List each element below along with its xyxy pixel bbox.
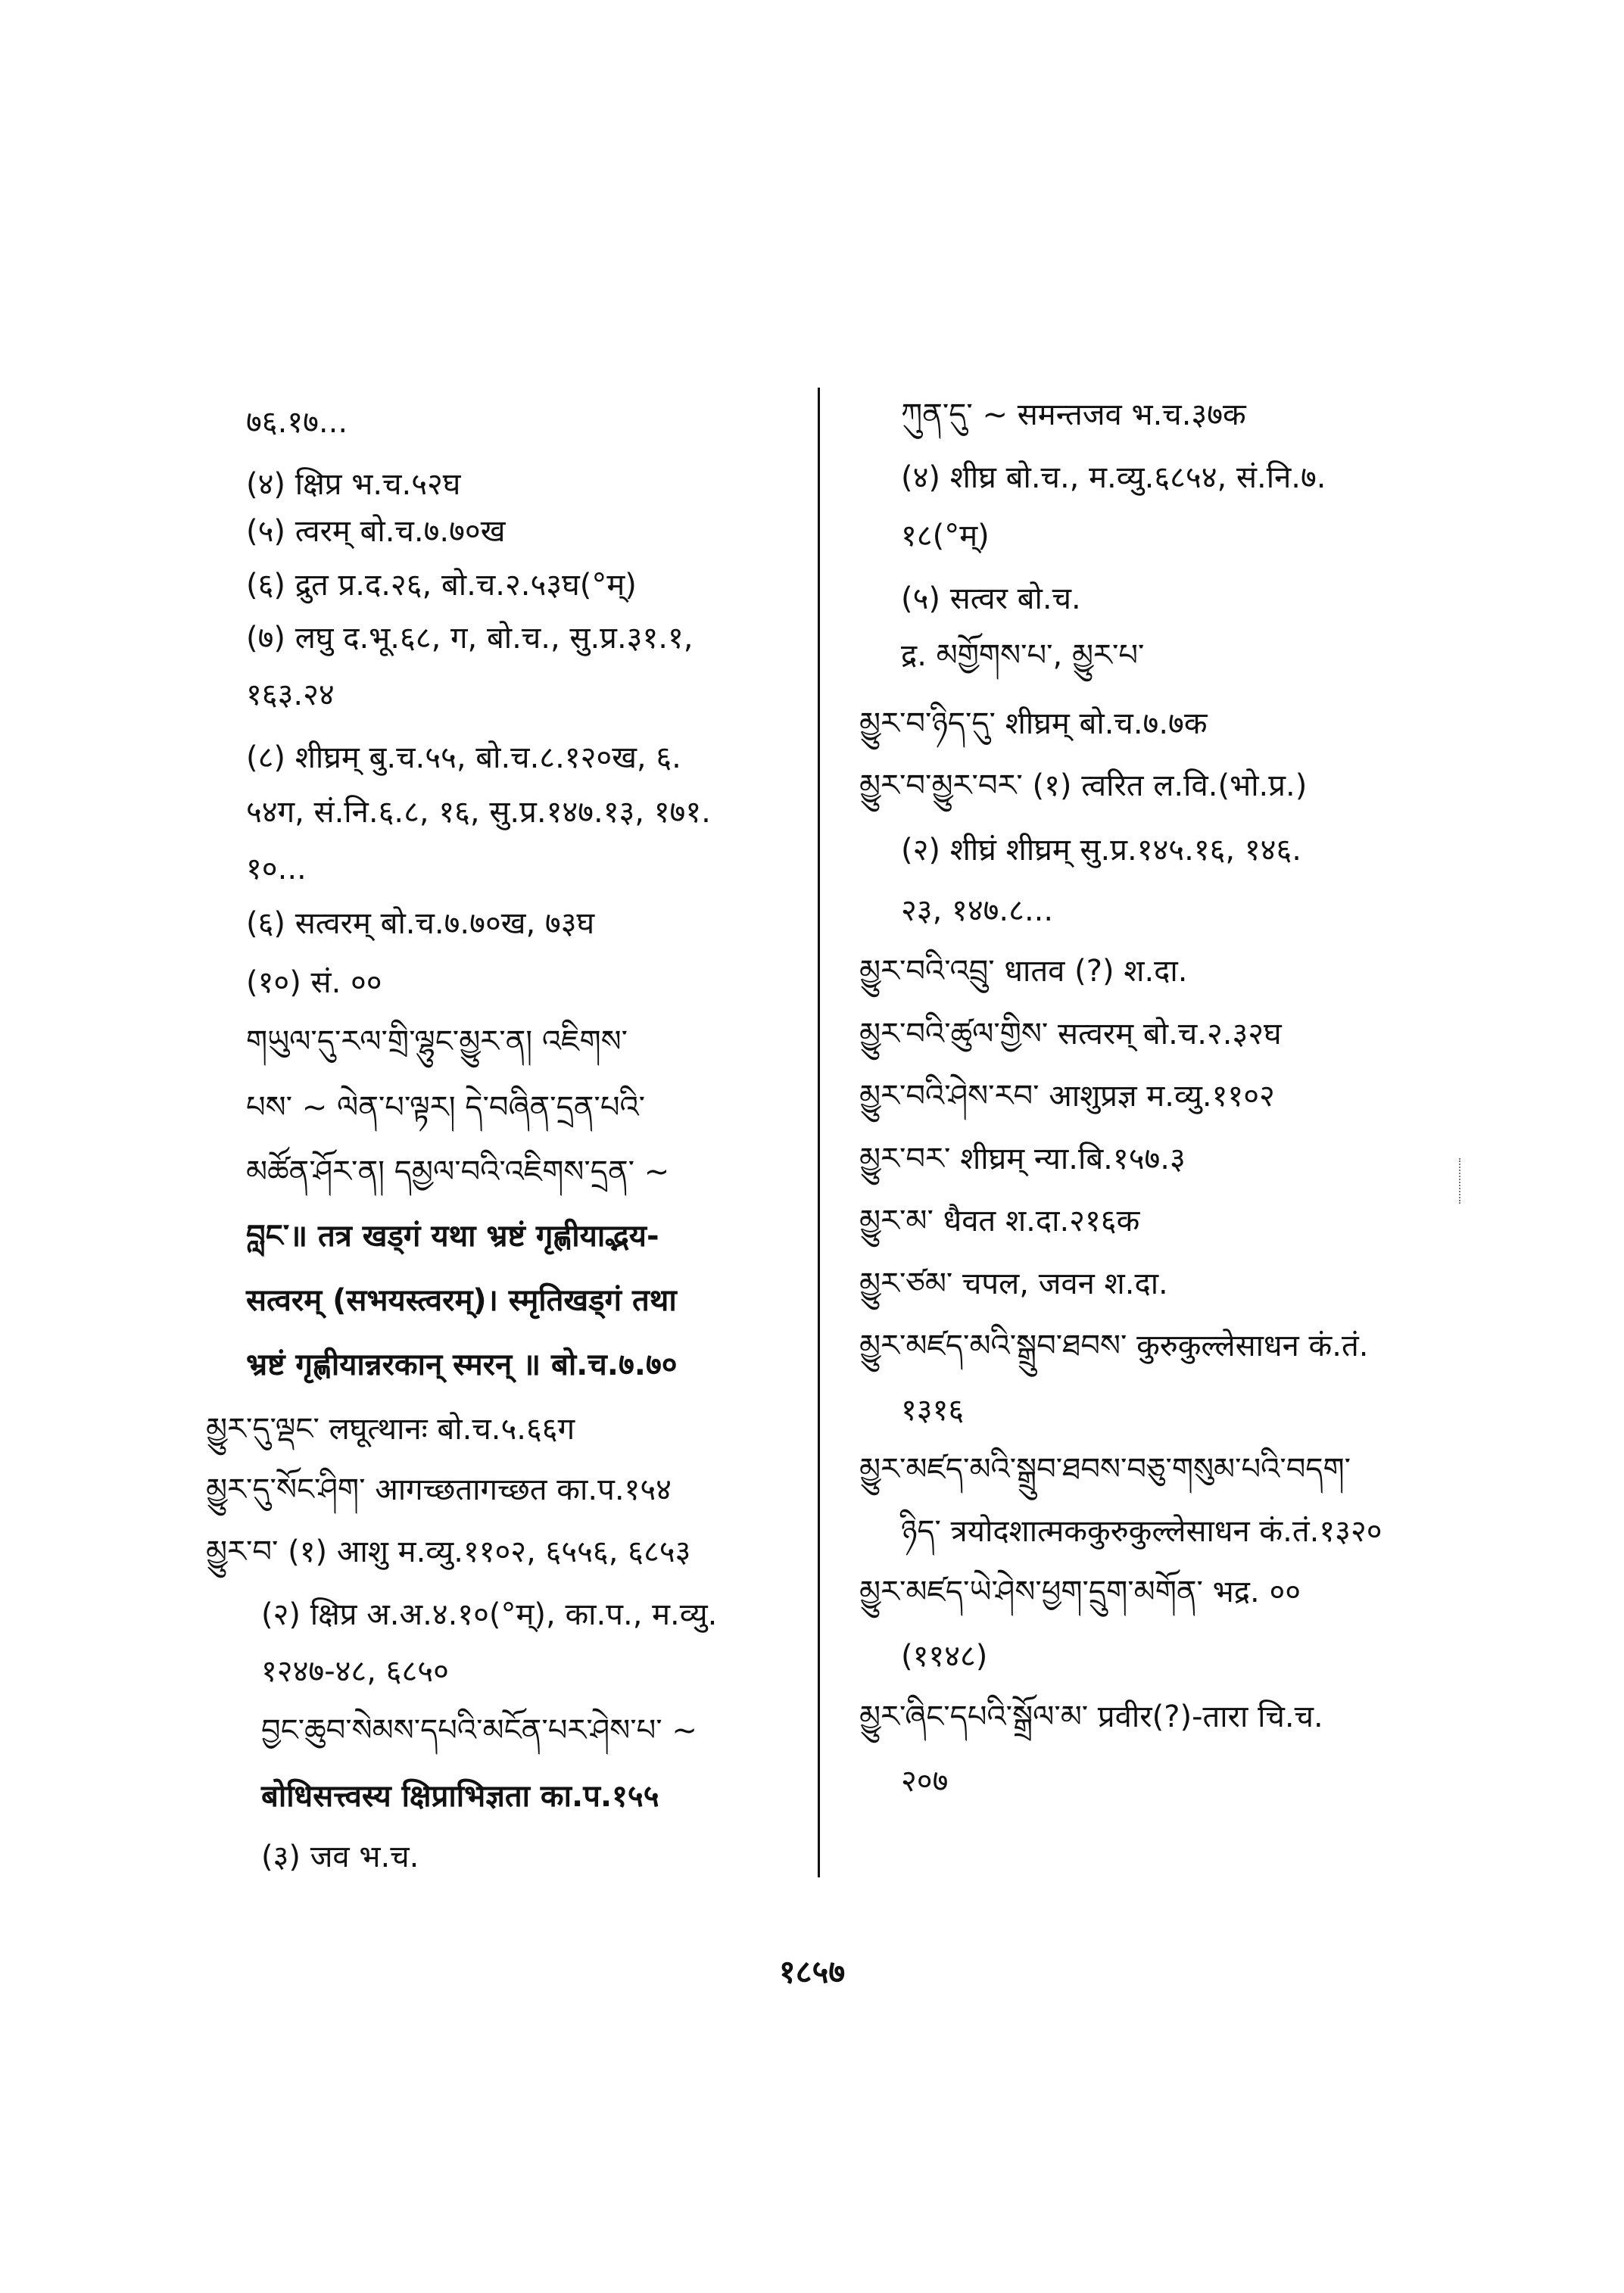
right-column-line: མྱུར་མཛད་ཡེ་ཤེས་ཕྱག་དྲུག་མགོན་ भद्र. ००: [859, 1575, 1301, 1609]
right-column-line: (२) शीघ्रं शीघ्रम् सु.प्र.१४५.१६, १४६.: [901, 833, 1301, 868]
right-column-line: མྱུར་བའི་ཤེས་རབ་ आशुप्रज्ञ म.व्यु.११०२: [859, 1079, 1275, 1114]
right-column-line: २०७: [901, 1764, 949, 1799]
left-column-line: (३) जव भ.च.: [261, 1840, 419, 1874]
left-column-line: པས་ ~ ལེན་པ་ལྟར། དེ་བཞིན་དྲན་པའི་: [246, 1090, 646, 1125]
right-column-line: १३१६: [901, 1393, 965, 1428]
right-column-line: (११४८): [901, 1639, 988, 1674]
left-column-line: མྱུར་དུ་ལྡང་ लघूत्थानः बो.च.५.६६ग: [206, 1412, 575, 1447]
right-column-line: द्र. མགྱོགས་པ་, མྱུར་པ་: [901, 638, 1145, 673]
right-column-line: མྱུར་མ་ धैवत श.दा.२१६क: [859, 1204, 1140, 1238]
margin-mark: [1459, 1158, 1460, 1204]
right-column-line: (५) सत्वर बो.च.: [901, 581, 1081, 616]
left-column-line: सत्वरम् (सभयस्त्वरम्)। स्मृतिखड्गं तथा: [246, 1283, 677, 1318]
right-column-line: མྱུར་ཙམ་ चपल, जवन श.दा.: [859, 1266, 1168, 1301]
left-column-line: མྱུར་དུ་སོང་ཤིག་ आगच्छतागच्छत का.प.१५४: [206, 1472, 672, 1507]
left-column-line: भ्रष्टं गृह्णीयान्नरकान् स्मरन् ॥ बो.च.७.७०: [246, 1347, 678, 1382]
left-column-line: (६) द्रुत प्र.द.२६, बो.च.२.५३घ(°म्): [246, 568, 637, 603]
left-column-line: (१०) सं. ००: [246, 965, 382, 1000]
left-column-line: (७) लघु द.भू.६८, ग, बो.च., सु.प्र.३१.१,: [246, 621, 694, 656]
left-column-line: གཡུལ་དུ་རལ་གྲི་ལྷུང་མྱུར་ན། འཇིགས་: [246, 1024, 628, 1059]
right-column-line: མྱུར་བའི་འབྲུ་ धातव (?) श.दा.: [859, 954, 1188, 989]
left-column-line: १०...: [246, 852, 307, 886]
right-column-line: མྱུར་ཞིང་དཔའི་སྒྲོལ་མ་ प्रवीर(?)-तारा चि.च.: [859, 1699, 1323, 1734]
right-column-line: ཉིད་ त्रयोदशात्मककुरुकुल्लेसाधन कं.तं.१३२०: [901, 1514, 1382, 1549]
right-column-line: (४) शीघ्र बो.च., म.व्यु.६८५४, सं.नि.७.: [901, 460, 1326, 495]
right-column-line: མྱུར་བར་ शीघ्रम् न्या.बि.१५७.३: [859, 1142, 1186, 1176]
left-column-line: (५) त्वरम् बो.च.७.७०ख: [246, 514, 506, 549]
left-column-line: མྱུར་བ་ (१) आशु म.व्यु.११०२, ६५५६, ६८५३: [206, 1534, 691, 1569]
left-column-line: མཚོན་ཤོར་ན། དམྱལ་བའི་འཇིགས་དྲན་ ~: [246, 1154, 670, 1189]
left-column-line: (६) सत्वरम् बो.च.७.७०ख, ७३घ: [246, 906, 595, 941]
left-column-line: བླང་॥ तत्र खड्गं यथा भ्रष्टं गृह्णीयाद्भय-: [246, 1219, 659, 1254]
right-column-line: མྱུར་མཛད་མའི་སྒྲུབ་ཐབས་ कुरुकुल्लेसाधन कं.तं.: [859, 1329, 1369, 1363]
left-column-line: १२४७-४८, ६८५०: [261, 1654, 449, 1689]
left-column-line: (८) शीघ्रम् बु.च.५५, बो.च.८.१२०ख, ६.: [246, 740, 681, 775]
left-column-line: ७६.१७...: [246, 405, 348, 440]
left-column-line: बोधिसत्त्वस्य क्षिप्राभिज्ञता का.प.१५५: [261, 1779, 659, 1814]
left-column-line: ५४ग, सं.नि.६.८, १६, सु.प्र.१४७.१३, १७१.: [246, 795, 711, 830]
right-column-line: མྱུར་བའི་ཚུལ་གྱིས་ सत्वरम् बो.च.२.३२घ: [859, 1017, 1282, 1051]
column-divider: [818, 388, 820, 1877]
left-column-line: (४) क्षिप्र भ.च.५२घ: [246, 467, 461, 502]
left-column-line: བྱང་ཆུབ་སེམས་དཔའི་མངོན་པར་ཤེས་པ་ ~: [261, 1713, 697, 1748]
right-column-line: མྱུར་བ་ཉིད་དུ་ शीघ्रम् बो.च.७.७क: [859, 706, 1208, 741]
right-column-line: མྱུར་མཛད་མའི་སྒྲུབ་ཐབས་བཅུ་གསུམ་པའི་བདག་: [859, 1452, 1351, 1487]
page-number: १८५७: [778, 1953, 846, 1990]
left-column-line: १६३.२४: [246, 678, 335, 712]
right-column-line: २३, १४७.८...: [901, 893, 1054, 928]
right-column-line: ཀུན་དུ་ ~ समन्तजव भ.च.३७क: [901, 397, 1246, 432]
left-column-line: (२) क्षिप्र अ.अ.४.१०(°म्), का.प., म.व्यु.: [261, 1597, 718, 1632]
right-column-line: མྱུར་བ་མྱུར་བར་ (१) त्वरित ल.वि.(भो.प्र.): [859, 768, 1308, 803]
right-column-line: १८(°म्): [901, 519, 990, 553]
